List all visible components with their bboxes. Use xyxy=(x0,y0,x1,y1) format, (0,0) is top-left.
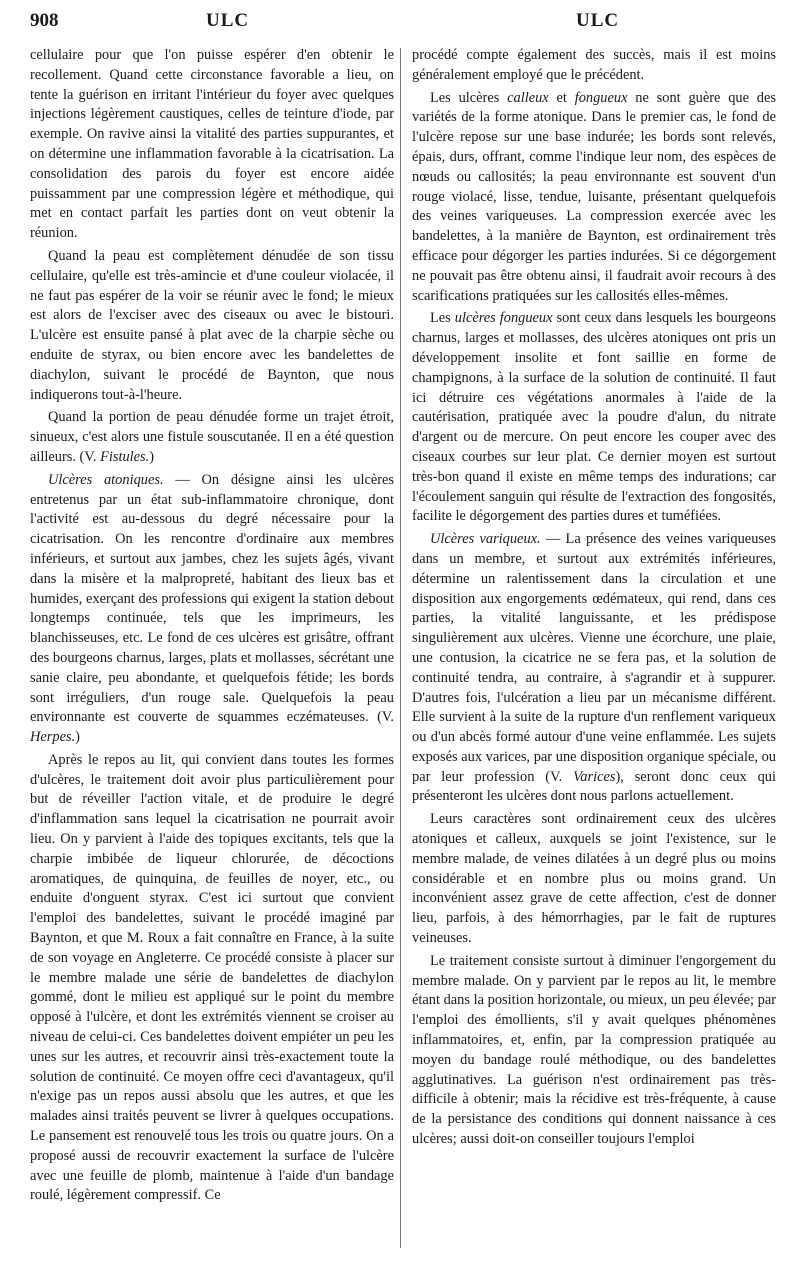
paragraph-text: ), seront donc ceux qui présenteront les ulcères dont nous parlons actuellement. xyxy=(412,768,776,805)
paragraph: cellulaire pour que l'on puisse espérer d'en obtenir le recollement. Quand cette circonstance favorable a lieu, on tente la guérison en irritant l'intérieur du foyer avec quelques injections légèrement caustiques, celles de teinture d'iode, par exemple. On ravive ainsi la vitalité des parties suppurantes, et on détermine une inflammation favorable à la cicatrisation. La consolidation des parois du foyer est encore aidée puissamment par une compression légère et méthodique, qui met en contact parfait les parties dont on veut obtenir la réunion. xyxy=(30,47,394,242)
paragraph: Quand la peau est complètement dénudée de son tissu cellulaire, qu'elle est très-amincie et d'une couleur violacée, il ne faut pas espérer de la voir se réunir avec le fond; le mieux est alors de l'exciser avec des ciseaux ou avec le bistouri. L'ulcère est ensuite pansé à plat avec de la charpie sèche ou enduite de styrax, ou bien encore avec les bandelettes de diachylon, suivant le procédé de Baynton, que nous indiquerons tout-à-l'heure. xyxy=(30,247,394,403)
running-head-left: ULC xyxy=(206,10,250,31)
paragraph-text: sont ceux dans lesquels les bourgeons charnus, larges et mollasses, des ulcères atoniques ont pris un développement insolite et font saillie en forme de champignons, à la surface de la solution de continuité. Il faut ici détruire ces végétations anormales à l'aide de la cautérisation, pratiquée avec la poudre d'alun, du nitrate d'argent ou de mercure. On peut encore les couper avec des ciseaux courbes sur leur plat. Ce dernier moyen est surtout très-bon quand il existe en même temps des indurations; car l'écoulement sanguin qui résulte de l'extraction des fongosités, facilite le dégorgement des parties dures et tuméfiées. xyxy=(412,310,776,525)
term: calleux xyxy=(507,89,549,106)
section-heading: Ulcères atoniques. xyxy=(48,471,164,488)
page-number: 908 xyxy=(30,10,59,31)
paragraph-text: ne sont guère que des variétés de la forme atonique. Dans le premier cas, le fond de l'ulcère repose sur une base indurée; les bords sont relevés, épais, durs, offrant, comme l'indique leur nom, des espèces de nœuds ou callosités; la peau environnante est souvent d'un rouge violacé, lisse, tendue, luisante, présentant quelquefois des veines variqueuses. La compression exercée avec les bandelettes, à la manière de Baynton, est ordinairement très efficace pour dégorger les parties indurées. Si ce dégorgement ne pouvait pas être obtenu ainsi, il faudrait avoir recours à des scarifications pratiquées sur les callosités elles-mêmes. xyxy=(412,89,776,304)
cross-reference: Herpes. xyxy=(30,729,76,746)
paragraph xyxy=(412,89,776,307)
paragraph-text: Les xyxy=(430,310,455,327)
paragraph xyxy=(412,530,776,807)
paragraph: Le traitement consiste surtout à diminuer l'engorgement du membre malade. On y parvient par le repos au lit, le membre étant dans la position horizontale, ou mieux, un peu élevée; par l'emploi des émollients, s'il y avait quelques phénomènes inflammatoires, et, enfin, par la compression pratiquée au moyen du bandage roulé méthodique, ou des bandelettes agglutinatives. La guérison n'est ordinairement pas très-difficile à obtenir; mais la récidive est très-fréquente, à cause de la persistance des conditions qui donnent naissance à ces ulcères; aussi doit-on conseiller toujours l'emploi xyxy=(412,952,776,1148)
column-divider xyxy=(400,48,401,1248)
cross-reference: Fistules. xyxy=(100,448,150,465)
paragraph: Leurs caractères sont ordinairement ceux des ulcères atoniques et calleux, auxquels se joint l'existence, sur le membre malade, de veines dilatées à un degré plus ou moins considérable et en nombre plus ou moins grand. Un inconvénient assez grave de cette affection, c'est de donner lieu, parfois, à des hémorrhagies, par le fait de ruptures veineuses. xyxy=(412,811,776,947)
paragraph-text: — La présence des veines variqueuses dans un membre, et surtout aux extrémités inférieures, détermine un ralentissement dans la circulation et une disposition aux engorgements œdémateux, qui rend, dans ces parties, la vitalité languissante, et les prédispose singulièrement aux ulcères. Vienne une écorchure, une plaie, une contusion, la cicatrice ne se fera pas, et la solution de continuité tendra, au contraire, à s'agrandir et à suppurer. D'autres fois, l'ulcération a lieu par un mécanisme différent. Elle survient à la suite de la rupture d'un renflement variqueux ou d'un abcès formé autour d'une veine enflammée. Les sujets exposés aux varices, par une disposition organique spéciale, ou par leur profession (V. xyxy=(412,531,776,785)
paragraph-text: Les ulcères xyxy=(430,89,508,106)
term: fongueux xyxy=(574,89,628,106)
section-heading: ulcères fongueux xyxy=(454,310,553,327)
paragraph xyxy=(412,309,776,527)
cross-reference: Varices xyxy=(573,768,616,785)
paragraph: Après le repos au lit, qui convient dans toutes les formes d'ulcères, le traitement doit avoir plus particulièrement pour but de réveiller l'action vitale, et de produire le degré d'inflammation sans lequel la cicatrisation ne pourrait avoir lieu. On y parvient à l'aide des topiques excitants, tels que la charpie imbibée de liqueur chlorurée, de décoctions aromatiques, de quinquina, de feuilles de noyer, etc., ou enduite d'onguent styrax. C'est ici surtout que convient l'emploi des bandelettes, suivant le procédé imaginé par Baynton, et que M. Roux a fait connaître en France, à la suite de son voyage en Angleterre. Ce procédé consiste à placer sur le membre malade une série de bandelettes de diachylon gommé, dont le milieu est appliqué sur le point du membre opposé à l'ulcère, et dont les extrémités viennent se croiser au niveau de celui-ci. Ces bandelettes doivent empiéter un peu les unes sur les autres, et recouvrir ainsi très-exactement toute la solution de continuité. Ce moyen offre ceci d'avantageux, qu'il n'exige pas un repos aussi absolu que les autres, et que les malades ainsi traités peuvent se livrer à quelques occupations. Le pansement est renouvelé tous les trois ou quatre jours. On a proposé aussi de recouvrir exactement la surface de l'ulcère avec une feuille de plomb, maintenue à l'aide d'un bandage roulé, légèrement compressif. Ce xyxy=(30,751,394,1204)
paragraph-text: et xyxy=(548,89,575,106)
paragraph-text: ) xyxy=(149,448,155,465)
right-column xyxy=(412,46,776,1153)
paragraph xyxy=(30,408,394,467)
running-head-right: ULC xyxy=(576,10,620,31)
paragraph xyxy=(30,471,394,748)
paragraph-text: — On désigne ainsi les ulcères entretenus par un état sub-inflammatoire chronique, dont l'activité est au-dessous du degré nécessaire pour la cicatrisation. On les rencontre d'ordinaire aux membres inférieurs, et surtout aux jambes, chez les sujets âgés, vivant dans la misère et la malpropreté, habitant des lieux bas et humides, exerçant des professions qui exigent la station debout longtemps continuée, tels que les imprimeurs, les blanchisseuses, etc. Le fond de ces ulcères est grisâtre, offrant des bourgeons charnus, larges, plats et mollasses, sécrétant une sanie claire, peu abondante, et quelquefois fétide; les bords sont irréguliers, d'un rouge sale. Quelquefois la peau environnante est couverte de squammes eczémateuses. (V. xyxy=(30,471,395,726)
left-column xyxy=(30,46,394,1209)
section-heading: Ulcères variqueux. xyxy=(430,531,541,548)
paragraph-text: ) xyxy=(75,729,80,746)
paragraph-text: Quand la portion de peau dénudée forme un trajet étroit, sinueux, c'est alors une fistule souscutanée. Il en a été question ailleurs. (V. xyxy=(30,409,394,465)
paragraph: procédé compte également des succès, mais il est moins généralement employé que le précédent. xyxy=(412,47,776,83)
